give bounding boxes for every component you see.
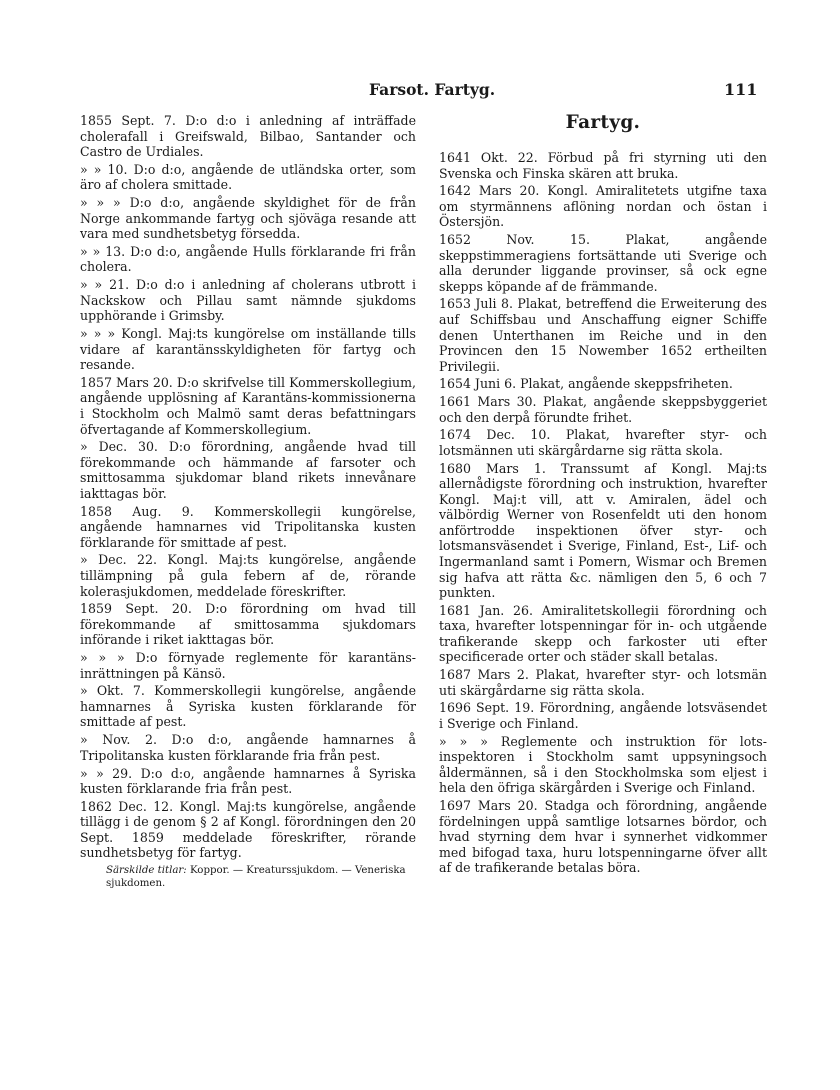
entry-text: Plakat, betreffend die Erweiterung des auf Schiffsbau und Anschaffung eigner Schiffe denen Unterthanen im Reiche und in den Provincen den 15 Nowember 1652 ertheilten Privilegii. [439,296,767,374]
entry-date: 1858 Aug. 9. [80,503,194,519]
entry-text: Reglemente och instruktion för lots-inspektoren i Stockholm samt uppsyningsoch åldermännen, så i den Stockholmska som eljest i hela den öfriga skärgården i Sverige och Finland. [439,733,767,796]
running-title: Farsot. Fartyg. [369,80,496,99]
entry [80,113,416,160]
entry-date: 1697 Mars 20. [439,798,538,814]
entry [80,195,416,242]
entry-text: Kongl. Maj:ts kungörelse om inställande tills vidare af karantänsskyldigheten för fartyg och resande. [80,326,416,373]
entry [80,277,416,324]
entry-date: 1855 Sept. 7. [80,113,176,128]
entry-date: 1641 Okt. 22. [439,150,538,165]
entry-text: D:o d:o, angående de utländska orter, som äro af cholera smittade. [80,161,416,193]
entry-text: Plakat, hvarefter styr- och lotsmännen uti skärgårdarne sig rätta skola. [439,427,767,458]
note-label: Särskilde titlar: [106,864,187,876]
entry [80,766,416,797]
entry [439,461,767,601]
entry [80,326,416,373]
entry [80,552,416,599]
entry [439,667,767,698]
entry-text: Förordning, angående lotsväsendet i Sverige och Finland. [439,700,767,732]
entry-text: Plakat, angående skeppsbyggeriet och den derpå förundte frihet. [439,394,767,425]
entry [80,732,416,763]
entry [439,376,767,392]
entry [80,439,416,501]
entry [80,162,416,193]
entry-date: » » 13. [80,243,126,259]
entry [439,427,767,458]
entry-text: Kommerskollegii kungörelse, angående hamnarnes vid Tripolitanska kusten förklarande för smittade af pest. [80,503,416,550]
entry-date: 1862 Dec. 12. [80,798,174,814]
entry-text: Plakat, angående skeppstimmeragiens fortsättande uti Sverige och alla derunder liggande provinser, så ock egne skepps köpande af de främmande. [439,232,767,294]
entry-date: 1661 Mars 30. [439,394,537,410]
entry-date: » Dec. 22. [80,552,157,568]
entry-text: D:o d:o, angående hamnarnes å Syriska kusten förklarande fria från pest. [80,765,416,797]
entry-text: D:o d:o i anledning af inträffade cholerafall i Greifswald, Bilbao, Santander och Castro de Urdiales. [80,113,417,160]
entry-text: D:o d:o, angående skyldighet för de från Norge ankommande fartyg och sjöväga resande att vara med sundhetsbetyg försedda. [80,195,416,242]
entry-date: » » » [80,326,116,342]
entry [439,394,767,425]
entry-text: Förbud på fri styrning uti den Svenska och Finska skären att bruka. [439,150,767,181]
entry [80,601,416,648]
entry-date: 1674 Dec. 10. [439,427,551,443]
entry-date: 1654 Juni 6. [439,376,517,392]
entry-date: » » 29. [80,765,133,781]
entry-text: Amiralitetskollegii förordning och taxa, hvarefter lotspenningar för in- och utgående trafikerande skepp och farkoster uti efter specificerade orter och städer skall betalas. [439,602,767,665]
entry-text: Kommerskollegii kungörelse, angående hamnarnes å Syriska kusten förklarande för smittade af pest. [80,683,416,730]
entry [439,798,767,876]
note-text: Koppor. — Kreaturssjukdom. — Veneriska sjukdomen. [106,864,406,889]
entry [439,603,767,665]
entry-date: » » » [439,733,488,749]
entry [439,232,767,294]
entry-date: » » » [80,650,125,666]
entry-text: Plakat, hvarefter styr- och lotsmän uti skärgårdarne sig rätta skola. [439,667,767,698]
entry-date: 1687 Mars 2. [439,667,529,683]
entry-text: Kongl. Maj:ts kungörelse, angående tillämpning på gula febern af de, rörande kolerasjukdomen, meddelade föreskrifter. [80,552,416,599]
special-titles-note [80,864,416,890]
entry-date: » Dec. 30. [80,439,158,455]
entry-text: D:o d:o, angående Hulls förklarande fri från cholera. [80,243,416,275]
entry [80,799,416,861]
entry-text: Plakat, angående skeppsfriheten. [520,376,733,392]
right-column [439,150,767,878]
section-title: Fartyg. [565,112,641,133]
entry-text: Transsumt af Kongl. Maj:ts allernådigste förordning och instruktion, hvarefter Kongl. Maj:t vill, att v. Amiralen, ädel och välbördig Werner von Rosenfeldt uti den honom anförtrodde inspektionen öfver styr- och lotsmansväsendet i Sverige, Finland, Est-, Lif- och Ingermanland samt i Pomern, Wismar och Bremen sig hafva att rätta &c. nämligen den 5, 6 och 7 punkten. [439,460,767,601]
entry-text: D:o d:o i anledning af cholerans utbrott i Nackskow och Pillau samt nämnde sjukdoms upphörande i Grimsby. [80,277,416,324]
entry [439,734,767,796]
entry-date: » Nov. 2. [80,732,157,748]
entry-date: » » 10. [80,161,128,177]
entry [439,150,767,181]
entry-text: D:o förordning, angående hvad till förekommande och hämmande af farsoter och smittosamma sjukdomar bland rikets innevånare iakttagas bör. [80,439,416,501]
entry [80,650,416,681]
entry-text: Kongl. Amiralitetets utgifne taxa om styrmännens aflöning nordan och östan i Östersjön. [439,183,767,230]
entry-date: » Okt. 7. [80,683,145,699]
entry-date: 1680 Mars 1. [439,460,546,476]
entry-text: Stadga och förordning, angående fördelningen uppå samtlige lotsarnes bördor, och hvad styrning dem hvar i synnerhet vidkommer med bifogad taxa, huru lotspenningarne öfver allt af de trafikerande betalas böra. [439,798,767,876]
page-number: 111 [724,80,758,99]
entry-date: 1642 Mars 20. [439,183,540,199]
entry-text: D:o förnyade reglemente för karantäns-inrättningen på Känsö. [80,650,417,681]
entry [80,244,416,275]
entry-date: » » 21. [80,277,130,293]
entry-text: Kongl. Maj:ts kungörelse, angående tillägg i de genom § 2 af Kongl. förordningen den 20 Sept. 1859 meddelade föreskrifter, rörande sundhetsbetyg för fartyg. [80,798,416,861]
entry [80,375,416,437]
entry-text: D:o skrifvelse till Kommerskollegium, angående upplösning af Karantäns-kommissionerna i Stockholm och Malmö samt deras befattningars öfvertagande af Kommerskollegium. [80,374,416,437]
entry-date: 1652 Nov. 15. [439,232,590,248]
entry [439,183,767,230]
entry [80,504,416,551]
entry-date: 1859 Sept. 20. [80,601,192,617]
entry [80,683,416,730]
entry-date: » » » [80,195,121,211]
entry [439,296,767,374]
entry-text: D:o d:o, angående hamnarnes å Tripolitanska kusten förklarande fria från pest. [80,732,416,763]
entry-date: 1696 Sept. 19. [439,700,535,716]
entry [439,700,767,731]
entry-text: D:o förordning om hvad till förekommande af smittosamma sjukdomars införande i riket iakttagas bör. [80,601,416,648]
entry-date: 1653 Juli 8. [439,296,513,312]
entry-date: 1681 Jan. 26. [439,602,533,618]
left-column [80,113,416,890]
entry-date: 1857 Mars 20. [80,374,173,390]
